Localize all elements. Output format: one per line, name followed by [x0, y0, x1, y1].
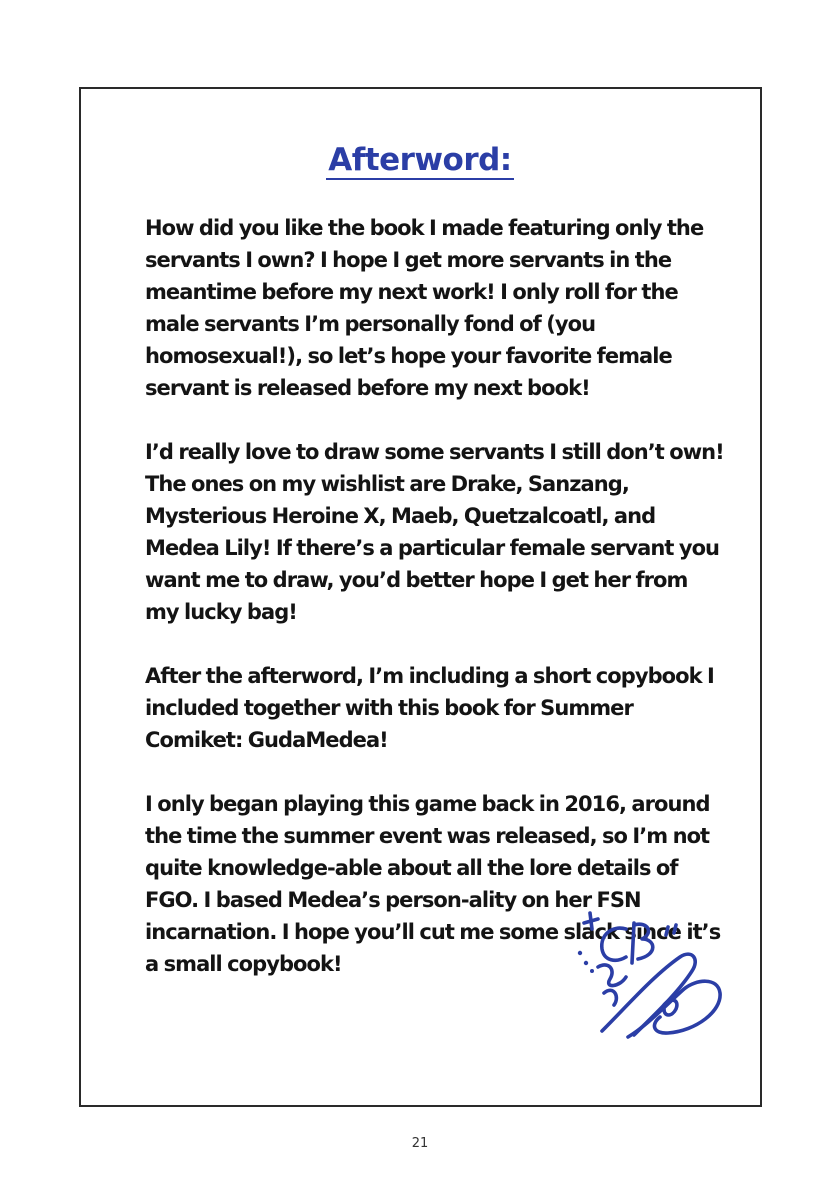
- afterword-body: [145, 212, 725, 1012]
- paragraph-4: I only began playing this game back in 2016, around the time the summer event was released, so I’m not quite knowledge-able about all the lore details of FGO. I based Medea’s person-ality on her FSN incarnation. I hope you’ll cut me some slack since it’s a small copybook!: [145, 792, 721, 976]
- author-signature: [568, 905, 728, 1050]
- paragraph-2: I’d really love to draw some servants I still don’t own! The ones on my wishlist are Drake, Sanzang, Mysterious Heroine X, Maeb, Quetzalcoatl, and Medea Lily! If there’s a particular female servant you want me to draw, you’d better hope I get her from my lucky bag!: [145, 440, 724, 624]
- page-title: Afterword:: [328, 142, 512, 178]
- page-number: 21: [411, 1136, 429, 1151]
- paragraph-3: After the afterword, I’m including a short copybook I included together with this book for Summer Comiket: GudaMedea!: [145, 664, 714, 752]
- paragraph-1: How did you like the book I made featuring only the servants I own? I hope I get more servants in the meantime before my next work! I only roll for the male servants I’m personally fond of (you homosexual!), so let’s hope your favorite female servant is released before my next book!: [145, 216, 704, 400]
